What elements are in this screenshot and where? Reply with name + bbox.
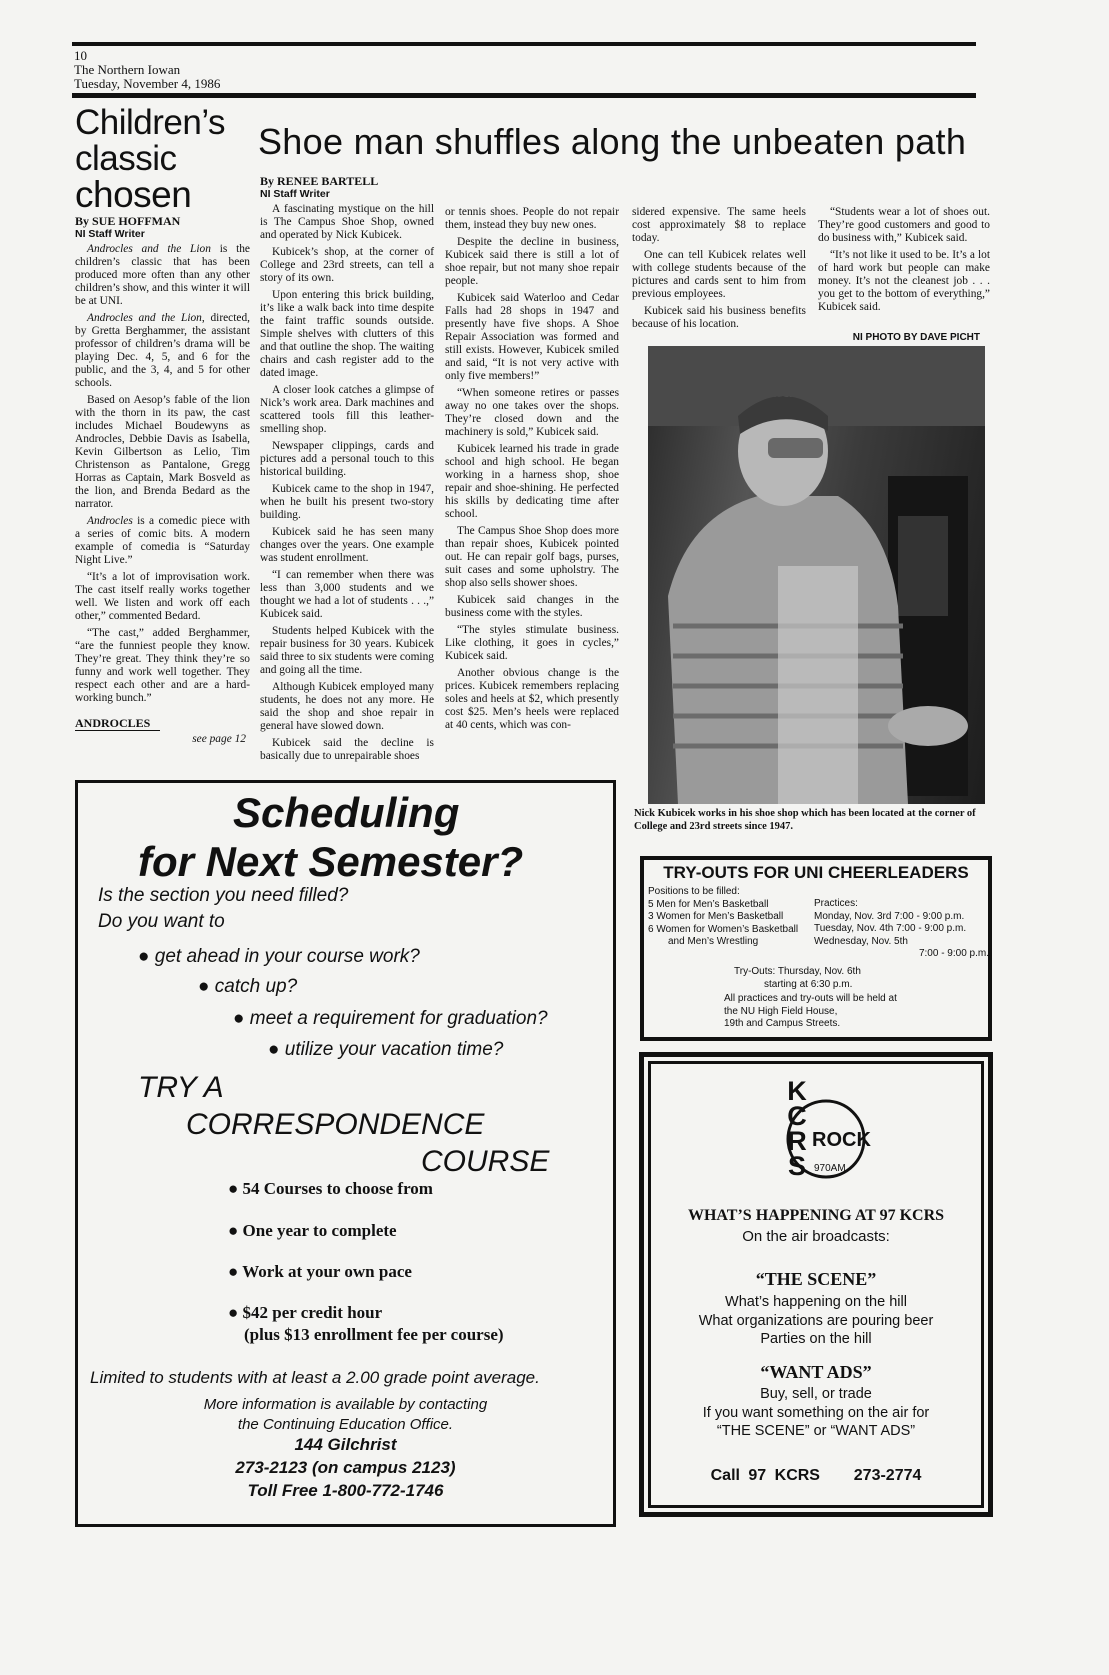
headline-line: chosen (75, 174, 192, 215)
paragraphs (260, 203, 434, 763)
tryout-date: Try-Outs: Thursday, Nov. 6th (734, 966, 861, 977)
want-line: “THE SCENE” or “WANT ADS” (716, 1423, 916, 1439)
top-rule (72, 42, 976, 46)
shoe-col-3 (632, 206, 806, 335)
paragraph-text: “It’s not like it used to be. It’s a lot of hard work but people can make money. It’s not the cleanest job . . . you get to the bottom of everything,” Kubicek said. (818, 249, 990, 313)
paragraph-text: Kubicek said changes in the business come with the styles. (445, 594, 619, 619)
ad-bullet: ● get ahead in your course work? (138, 946, 420, 967)
article-paragraph (445, 387, 619, 439)
ad-info-2: the Continuing Education Office. (237, 1416, 454, 1433)
headline-line: Children’s (75, 103, 225, 142)
ad-question-2: Do you want to (98, 911, 225, 932)
paragraph-text: “The cast,” added Berghammer, “are the funniest people they know. They’re great. They think they’re so funny and work well together. They respect each other and are a hard-working bunch.” (75, 627, 250, 704)
ad-title-1: Scheduling (233, 789, 460, 836)
paragraph-text: is the children’s classic that has been produced more often than any other children’s show, and this winter it will be at UNI. (75, 243, 250, 307)
article-paragraph (75, 394, 250, 511)
page-number: 10 (74, 48, 87, 63)
kcrs-phone[interactable]: 273-2774 (853, 1467, 922, 1484)
article-paragraph (445, 525, 619, 590)
ad-feature: ● Work at your own pace (228, 1262, 412, 1281)
paragraphs (818, 206, 990, 314)
article-paragraph (260, 569, 434, 621)
article-paragraph (818, 206, 990, 245)
paragraph-text: Upon entering this brick building, it’s like a walk back into time despite the faint traffic sounds outside. Simple shelves with clutters of this and that outline the shop. The waiting chairs and cash register add to the dated image. (260, 289, 434, 379)
paragraph-text: “Students wear a lot of shoes out. They’re good customers and good to do business with,” Kubicek said. (818, 206, 990, 244)
paragraph-text: Kubicek learned his trade in grade school and high school. He began working in a harness shop, shoe repair and shoe-shining. He perfected his skills by dedicating time after school. (445, 443, 619, 520)
feature-text: Work at your own pace (242, 1262, 412, 1281)
paragraph-text: “When someone retires or passes away no one takes over the shops. They’re closed down and the machinery is sold,” Kubicek said. (445, 387, 619, 438)
article-paragraph (445, 443, 619, 521)
bullet-text: meet a requirement for graduation? (249, 1008, 548, 1029)
logo-word: ROCK (812, 1129, 871, 1151)
ad-fee-note: (plus $13 enrollment fee per course) (244, 1325, 504, 1344)
article-paragraph (75, 243, 250, 308)
paragraph-text: Students helped Kubicek with the repair business for 30 years. Kubicek said three to six students were coming and going all the time. (260, 625, 434, 676)
position-item: 6 Women for Women’s Basketball (648, 923, 799, 935)
italic-title: Androcles (87, 515, 133, 527)
bullet-text: utilize your vacation time? (284, 1039, 504, 1060)
tryouts-ad (640, 856, 992, 1041)
paragraph-text: Newspaper clippings, cards and pictures add a personal touch to this historical building. (260, 440, 434, 478)
article-paragraph (75, 312, 250, 390)
practice-item: Monday, Nov. 3rd 7:00 - 9:00 p.m. (814, 910, 965, 922)
ad-phone: 273-2123 (on campus 2123) (235, 1458, 456, 1477)
photo-credit: NI PHOTO BY DAVE PICHT (852, 332, 980, 343)
ad-feature: ● 54 Courses to choose from (228, 1179, 433, 1198)
ad-question-1: Is the section you need filled? (98, 885, 349, 906)
scene-line: What’s happening on the hill (725, 1294, 907, 1310)
article-paragraph (260, 289, 434, 380)
paper-name: The Northern Iowan (74, 62, 181, 77)
paragraph-text: Another obvious change is the prices. Kubicek remembers replacing soles and heels at $2, which presently cost $25. Men’s heels were replaced at 40 cents, which was con- (445, 667, 619, 731)
paragraph-text: Although Kubicek employed many students, he does not any more. He said the shop and shoe repair in general have slowed down. (260, 681, 434, 732)
paragraph-text: Kubicek said Waterloo and Cedar Falls had 28 shops in 1947 and presently have five shops. A Shoe Repair Association was formed and still exists. However, Kubicek smiled and said, “It is not very active with only five members!” (445, 292, 619, 382)
childrens-body (75, 215, 250, 746)
position-item: 5 Men for Men’s Basketball (648, 898, 769, 910)
ad-bullet: ● meet a requirement for graduation? (233, 1008, 548, 1029)
kcrs-heading: WHAT’S HAPPENING AT 97 KCRS (687, 1207, 945, 1224)
positions-label: Positions to be filled: (648, 886, 740, 897)
article-paragraph (445, 206, 619, 232)
want-lines (644, 1385, 988, 1441)
paragraph-text: Based on Aesop’s fable of the lion with the thorn in its paw, the cast includes Michael Boudewyns as Androcles, Debbie Davis as Isabella, Kevin Gilbertson as Lelio, Tim Christenson as Pantalone, Gregg Horras as Captain, Mark Bosveld as the lion, and Brenda Bedard as the narrator. (75, 394, 250, 510)
ad-bullet: ● utilize your vacation time? (268, 1039, 504, 1060)
article-paragraph (260, 526, 434, 565)
shoemaker-photo-illustration (648, 346, 985, 804)
paragraph-text: A fascinating mystique on the hill is The Campus Shoe Shop, owned and operated by Nick Kubicek. (260, 203, 434, 241)
shoe-col-4 (818, 206, 990, 318)
shoe-headline: Shoe man shuffles along the unbeaten path (258, 121, 967, 162)
article-paragraph (632, 305, 806, 331)
shoe-col-2 (445, 206, 619, 736)
paragraph-text: One can tell Kubicek relates well with college students because of the pictures and cards sent to him from previous employees. (632, 249, 806, 300)
ad-feature: ● One year to complete (228, 1221, 397, 1240)
paragraphs (632, 206, 806, 331)
paragraph-text: A closer look catches a glimpse of Nick’s work area. Dark machines and scattered tools fill this leather-smelling shop. (260, 384, 434, 435)
location-note: All practices and try-outs will be held at (724, 993, 897, 1004)
photo-caption: Nick Kubicek works in his shoe shop which has been located at the corner of College and 23rd streets since 1947. (634, 808, 976, 832)
paragraphs (75, 243, 250, 705)
article-paragraph (445, 292, 619, 383)
position-item: 3 Women for Men’s Basketball (648, 911, 784, 922)
article-paragraph (260, 483, 434, 522)
paragraph-text: The Campus Shoe Shop does more than repair shoes, Kubicek pointed out. He can repair golf bags, purses, suit cases and some upholstry. The shop also sells shower shoes. (445, 525, 619, 589)
logo-frequency: 970AM (814, 1163, 846, 1174)
article-paragraph (260, 681, 434, 733)
practice-item: Wednesday, Nov. 5th (814, 935, 908, 947)
staff-title: NI Staff Writer (260, 188, 330, 200)
paragraph-text: Despite the decline in business, Kubicek said there is still a lot of shoe repair, but not many shoe repair people. (445, 236, 619, 287)
tryout-time: starting at 6:30 p.m. (764, 978, 853, 990)
article-paragraph (260, 440, 434, 479)
paragraphs (445, 206, 619, 732)
headline-line: classic (75, 139, 177, 178)
practice-item: 7:00 - 9:00 p.m. (918, 948, 989, 959)
practices (814, 898, 989, 961)
tryout-info (734, 966, 861, 991)
ad-address: 144 Gilchrist (294, 1435, 397, 1454)
jump-head: ANDROCLES (75, 717, 160, 731)
kcrs-sub: On the air broadcasts: (742, 1228, 890, 1245)
childrens-headline (75, 105, 253, 213)
issue-date: Tuesday, November 4, 1986 (74, 76, 221, 91)
byline: By SUE HOFFMAN (75, 214, 181, 228)
scene-lines (644, 1293, 988, 1349)
ad-try-3: COURSE (421, 1145, 550, 1178)
want-title: “WANT ADS” (760, 1362, 872, 1382)
italic-title: Androcles and the Lion (87, 312, 202, 324)
jump-line[interactable]: see page 12 (192, 733, 246, 745)
practices-label: Practices: (814, 898, 858, 909)
bullet-text: catch up? (214, 976, 298, 997)
ad-feature: ● $42 per credit hour (228, 1303, 383, 1322)
want-line: If you want something on the air for (702, 1404, 930, 1421)
positions (648, 886, 818, 949)
article-paragraph (632, 206, 806, 245)
bullet-text: get ahead in your course work? (154, 946, 420, 967)
paragraph-text: Kubicek said the decline is basically due to unrepairable shoes (260, 737, 434, 762)
feature-text: One year to complete (242, 1221, 397, 1240)
paragraph-text: sidered expensive. The same heels cost approximately $8 to replace today. (632, 206, 806, 244)
ad-info-1: More information is available by contacting (203, 1396, 488, 1413)
paragraph-text: Kubicek said his business benefits because of his location. (632, 305, 806, 330)
scene-line: Parties on the hill (760, 1331, 872, 1347)
ad-try-2: CORRESPONDENCE (186, 1108, 485, 1141)
italic-title: Androcles and the Lion (87, 243, 211, 255)
correspondence-ad (75, 780, 616, 1527)
paragraph-text: “It’s a lot of improvisation work. The cast itself really works together well. We listen and work off each other,” commented Bedard. (75, 571, 250, 622)
tryout-location (724, 993, 897, 1031)
masthead-rule (72, 93, 976, 98)
want-line: Buy, sell, or trade (760, 1386, 872, 1402)
location-note: 19th and Campus Streets. (724, 1018, 841, 1029)
article-paragraph (75, 515, 250, 567)
article-paragraph (445, 236, 619, 288)
tryouts-title: TRY-OUTS FOR UNI CHEERLEADERS (663, 863, 969, 882)
childrens-article (75, 105, 253, 213)
location-note: the NU High Field House, (724, 1005, 838, 1017)
scene-line: What organizations are pouring beer (698, 1312, 934, 1329)
ad-try-1: TRY A (138, 1071, 224, 1104)
article-paragraph (260, 625, 434, 677)
article-paragraph (75, 627, 250, 705)
paragraph-text: Kubicek came to the shop in 1947, when he built his present two-story building. (260, 483, 434, 521)
call-label: Call 97 KCRS (710, 1467, 820, 1484)
article-paragraph (632, 249, 806, 301)
article-paragraph (445, 624, 619, 663)
article-paragraph (260, 246, 434, 285)
ad-title-2: for Next Semester? (138, 838, 524, 885)
article-paragraph (260, 384, 434, 436)
scene-title: “THE SCENE” (755, 1269, 877, 1289)
staff-title: NI Staff Writer (75, 228, 145, 240)
shoe-col-1 (260, 175, 434, 767)
paragraph-text: “I can remember when there was less than 3,000 students and we thought we had a lot of students . . .,” Kubicek said. (260, 569, 434, 620)
paragraph-text: or tennis shoes. People do not repair them, instead they buy new ones. (445, 206, 619, 231)
logo-letters: KCRS (787, 1076, 807, 1181)
feature-text: $42 per credit hour (242, 1303, 383, 1322)
ad-limit: Limited to students with at least a 2.00 grade point average. (90, 1368, 540, 1387)
article-paragraph (260, 203, 434, 242)
position-item: and Men’s Wrestling (668, 936, 759, 947)
kcrs-ad (639, 1052, 993, 1517)
article-paragraph (445, 667, 619, 732)
feature-text: 54 Courses to choose from (242, 1179, 433, 1198)
ad-tollfree: Toll Free 1-800-772-1746 (247, 1481, 444, 1500)
byline: By RENEE BARTELL (260, 174, 379, 188)
paragraph-text: is a comedic piece with a series of comic bits. A modern example of comedia is “Saturday Night Live.” (75, 515, 250, 566)
article-paragraph (445, 594, 619, 620)
shoe-photo (648, 346, 985, 804)
paragraph-text: “The styles stimulate business. Like clothing, it goes in cycles,” Kubicek said. (445, 624, 619, 662)
masthead (74, 49, 220, 91)
paragraph-text: , directed, by Gretta Berghammer, the assistant professor of children’s drama will be playing Dec. 4, 5, and 6 for the public, and the 3, 4, and 5 for other schools. (75, 312, 250, 389)
article-paragraph (260, 737, 434, 763)
ad-bullet: ● catch up? (198, 976, 298, 997)
article-paragraph (818, 249, 990, 314)
practice-item: Tuesday, Nov. 4th 7:00 - 9:00 p.m. (814, 923, 967, 934)
paragraph-text: Kubicek said he has seen many changes over the years. One example was student enrollment. (260, 526, 434, 564)
kcrs-call (644, 1467, 988, 1485)
paragraph-text: Kubicek’s shop, at the corner of College and 23rd streets, can tell a story of its own. (260, 246, 434, 284)
article-paragraph (75, 571, 250, 623)
